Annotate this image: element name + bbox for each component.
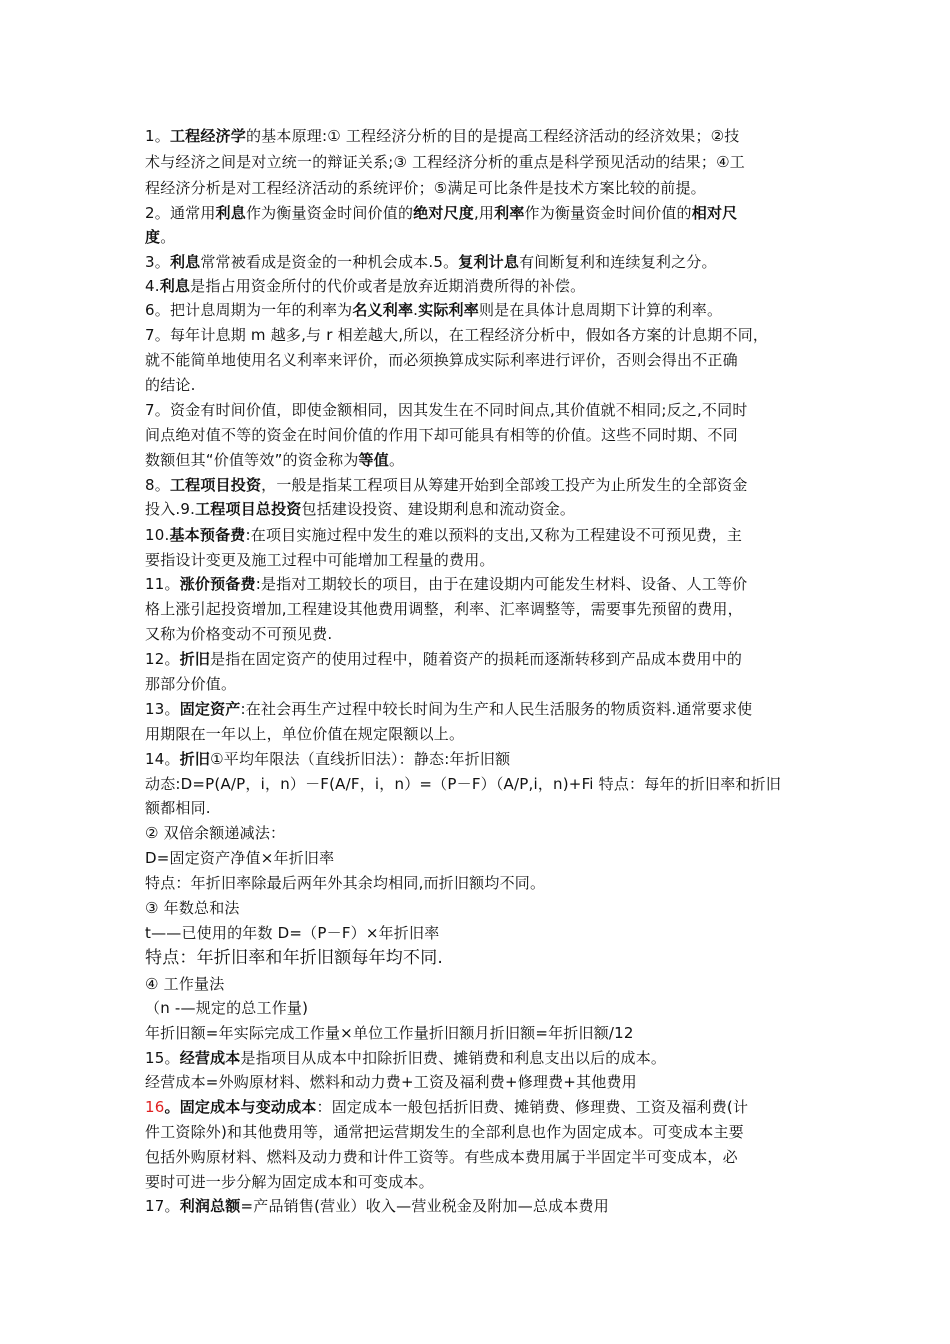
paragraph-10-line-2: 格上涨引起投资增加,工程建设其他费用调整，利率、汇率调整等，需要事先预留的费用， [145, 600, 743, 618]
paragraph-7-line-1: 7。资金有时间价值，即使金额相同，因其发生在不同时间点,其价值就不相同;反之,不同时 [145, 401, 748, 419]
paragraph-6-line-1: 7。每年计息期 m 越多,与 r 相差越大,所以，在工程经济分析中，假如各方案的计息期不同， [145, 326, 769, 344]
paragraph-13-line-7: ③ 年数总和法 [145, 899, 240, 917]
paragraph-2-line-1: 2。通常用利息作为衡量资金时间价值的绝对尺度,用利率作为衡量资金时间价值的相对尺 [145, 204, 738, 222]
paragraph-13-line-3: 额都相同. [145, 799, 211, 817]
paragraph-14-line-2: 经营成本=外购原材料、燃料和动力费+工资及福利费+修理费+其他费用 [145, 1073, 637, 1091]
paragraph-14-line-1: 15。经营成本是指项目从成本中扣除折旧费、摊销费和利息支出以后的成本。 [145, 1049, 667, 1067]
paragraph-15-line-4: 要时可进一步分解为固定成本和可变成本。 [145, 1173, 434, 1191]
paragraph-7-line-3: 数额但其“价值等效”的资金称为等值。 [145, 451, 405, 469]
paragraph-10-line-1: 11。涨价预备费:是指对工期较长的项目，由于在建设期内可能发生材料、设备、人工等价 [145, 575, 748, 593]
paragraph-12-line-2: 用期限在一年以上，单位价值在规定限额以上。 [145, 725, 465, 743]
paragraph-15-line-3: 包括外购原材料、燃料及动力费和计件工资等。有些成本费用属于半固定半可变成本，必 [145, 1148, 738, 1166]
paragraph-13-line-12: 年折旧额=年实际完成工作量×单位工作量折旧额月折旧额=年折旧额/12 [145, 1024, 634, 1042]
paragraph-13-line-10: ④ 工作量法 [145, 975, 225, 993]
paragraph-1-line-2: 术与经济之间是对立统一的辩证关系;③ 工程经济分析的重点是科学预见活动的结果；④工 [145, 153, 745, 171]
paragraph-5: 6。把计息周期为一年的利率为名义利率.实际利率则是在具体计息周期下计算的利率。 [145, 301, 723, 319]
paragraph-13-line-4: ② 双倍余额递减法： [145, 824, 286, 842]
paragraph-13-line-11: （n -—规定的总工作量) [145, 999, 309, 1017]
paragraph-6-line-2: 就不能简单地使用名义利率来评价，而必须换算成实际利率进行评价，否则会得出不正确 [145, 351, 738, 369]
paragraph-13-line-1: 14。折旧①平均年限法（直线折旧法）：静态:年折旧额 [145, 750, 511, 768]
paragraph-1-line-1: 1。工程经济学的基本原理:① 工程经济分析的目的是提高工程经济活动的经济效果；②技 [145, 127, 740, 145]
paragraph-10-line-3: 又称为价格变动不可预见费. [145, 625, 333, 643]
paragraph-13-line-5: D=固定资产净值×年折旧率 [145, 849, 335, 867]
paragraph-9-line-2: 要指设计变更及施工过程中可能增加工程量的费用。 [145, 551, 495, 569]
paragraph-6-line-3: 的结论. [145, 376, 196, 394]
paragraph-11-line-1: 12。折旧是指在固定资产的使用过程中，随着资产的损耗而逐渐转移到产品成本费用中的 [145, 650, 743, 668]
paragraph-9-line-1: 10.基本预备费:在项目实施过程中发生的难以预料的支出,又称为工程建设不可预见费，主 [145, 526, 743, 544]
paragraph-11-line-2: 那部分价值。 [145, 675, 237, 693]
paragraph-2-line-2: 度。 [145, 228, 176, 246]
paragraph-15-line-1: 16。固定成本与变动成本：固定成本一般包括折旧费、摊销费、修理费、工资及福利费(计 [145, 1098, 749, 1116]
paragraph-13-line-9: 特点：年折旧率和年折旧额每年均不同. [145, 948, 444, 968]
paragraph-3: 3。利息常常被看成是资金的一种机会成本.5。复利计息有间断复利和连续复利之分。 [145, 253, 717, 271]
paragraph-15-line-2: 件工资除外)和其他费用等，通常把运营期发生的全部利息也作为固定成本。可变成本主要 [145, 1123, 744, 1141]
paragraph-13-line-2: 动态:D=P(A/P，i，n）－F(A/F，i，n）=（P－F）（A/P,i，n)+Fi 特点：每年的折旧率和折旧 [145, 775, 782, 793]
paragraph-1-line-3: 程经济分析是对工程经济活动的系统评价；⑤满足可比条件是技术方案比较的前提。 [145, 179, 706, 197]
paragraph-8-line-2: 投入.9.工程项目总投资包括建设投资、建设期利息和流动资金。 [145, 500, 576, 518]
paragraph-4: 4.利息是指占用资金所付的代价或者是放弃近期消费所得的补偿。 [145, 277, 586, 295]
paragraph-8-line-1: 8。工程项目投资，一般是指某工程项目从筹建开始到全部竣工投产为止所发生的全部资金 [145, 476, 748, 494]
paragraph-13-line-8: t——已使用的年数 D=（P－F）×年折旧率 [145, 924, 440, 942]
paragraph-13-line-6: 特点：年折旧率除最后两年外其余均相同,而折旧额均不同。 [145, 874, 546, 892]
paragraph-16: 17。利润总额=产品销售(营业）收入—营业税金及附加—总成本费用 [145, 1197, 609, 1215]
paragraph-7-line-2: 间点绝对值不等的资金在时间价值的作用下却可能具有相等的价值。这些不同时期、不同 [145, 426, 738, 444]
paragraph-12-line-1: 13。固定资产:在社会再生产过程中较长时间为生产和人民生活服务的物质资料.通常要求使 [145, 700, 753, 718]
